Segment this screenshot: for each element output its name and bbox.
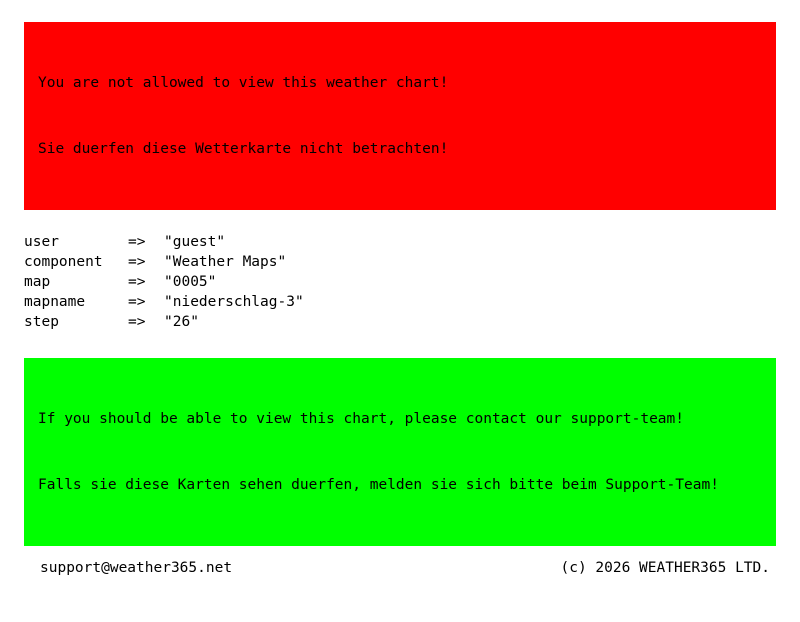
footer bbox=[0, 546, 800, 578]
parameter-key: user bbox=[24, 234, 59, 250]
parameter-value: "0005" bbox=[164, 274, 217, 290]
parameter-value: "26" bbox=[164, 314, 199, 330]
support-email-link[interactable]: support@weather365.net bbox=[40, 560, 233, 576]
parameter-row-step bbox=[24, 312, 776, 332]
parameter-key: component bbox=[24, 254, 103, 270]
parameter-key: map bbox=[24, 274, 51, 290]
parameter-row-mapname bbox=[24, 292, 776, 312]
parameter-arrow: => bbox=[128, 294, 146, 310]
parameter-arrow: => bbox=[128, 254, 146, 270]
error-banner-line-de: Sie duerfen diese Wetterkarte nicht betrachten! bbox=[38, 141, 449, 157]
parameter-arrow: => bbox=[128, 314, 146, 330]
parameter-arrow: => bbox=[128, 234, 146, 250]
parameter-row-component bbox=[24, 252, 776, 272]
parameter-row-user bbox=[24, 232, 776, 252]
error-page bbox=[0, 22, 800, 622]
support-banner-line-en: If you should be able to view this chart, please contact our support-team! bbox=[38, 411, 685, 427]
parameter-value: "Weather Maps" bbox=[164, 254, 287, 270]
support-banner bbox=[24, 358, 776, 546]
parameter-arrow: => bbox=[128, 274, 146, 290]
copyright-text: (c) 2026 WEATHER365 LTD. bbox=[560, 560, 770, 576]
error-banner-line-en: You are not allowed to view this weather chart! bbox=[38, 75, 449, 91]
parameter-row-map bbox=[24, 272, 776, 292]
parameter-list bbox=[0, 232, 800, 332]
error-banner bbox=[24, 22, 776, 210]
parameter-value: "niederschlag-3" bbox=[164, 294, 304, 310]
parameter-value: "guest" bbox=[164, 234, 226, 250]
parameter-key: mapname bbox=[24, 294, 86, 310]
support-banner-line-de: Falls sie diese Karten sehen duerfen, melden sie sich bitte beim Support-Team! bbox=[38, 477, 719, 493]
parameter-key: step bbox=[24, 314, 59, 330]
